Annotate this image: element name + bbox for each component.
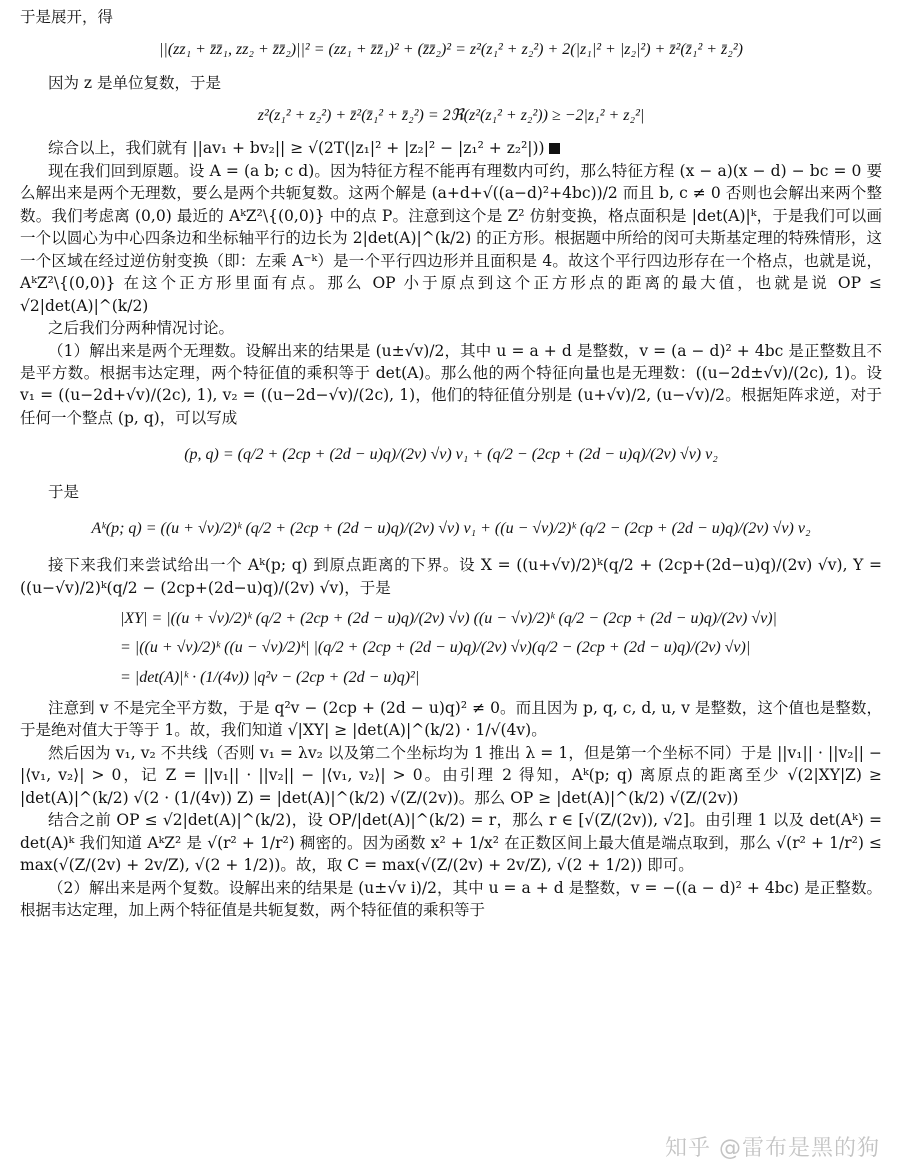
paragraph-conclusion [20, 137, 882, 159]
paragraph-not-square: 注意到 v 不是完全平方数，于是 q²v − (2cp + (2d − u)q)² ≠ 0。而且因为 p, q, c, d, u, v 是整数，这个值也是整数，于是绝对值大于等于 1。故，我们知道 √|XY| ≥ |det(A)|^(k/2) · 1/√(4v)。 [20, 698, 882, 740]
paragraph-return-to-problem: 现在我们回到原题。设 A = (a b; c d)。因为特征方程不能再有理数内可约，那么特征方程 (x − a)(x − d) − bc = 0 要么解出来是两个无理数，要么是两个共轭复数。这两个解是 (a+d+√((a−d)²+4bc))/2 而且 b, c ≠ 0 否则也会解出来两个整数。我们考虑离 (0,0) 最近的 AᵏZ²\{(0,0)} 中的点 P。注意到这个是 Z² 仿射变换，格点面积是 |det(A)|ᵏ，于是我们可以画一个以圆心为中心四条边和坐标轴平行的边长为 2|det(A)|^(k/2) 的正方形。根据题中所给的闵可夫斯基定理的特殊情形，这一个区域在经过逆仿射变换（即：左乘 A⁻ᵏ）是一个平行四边形并且面积是 4。故这个平行四边形存在一个格点，也就是说，AᵏZ²\{(0,0)} 在这个正方形里面有点。那么 OP 小于原点到这个正方形点的距离的最大值，也就是说 OP ≤ √2|det(A)|^(k/2) [20, 161, 882, 315]
paragraph-combine: 结合之前 OP ≤ √2|det(A)|^(k/2)，设 OP/|det(A)|^(k/2) = r，那么 r ∈ [√(Z/(2v)), √2]。由引理 1 以及 det(Aᵏ) = det(A)ᵏ 我们知道 AᵏZ² 是 √(r² + 1/r²) 稠密的。因为函数 x² + 1/x² 在正数区间上最大值是端点取到，那么 √(r² + 1/r²) ≤ max(√(Z/(2v) + 2v/Z), √(2 + 1/2))。故，取 C = max(√(Z/(2v) + 2v/Z), √(2 + 1/2)) 即可。 [20, 811, 882, 875]
align-line-2: = |((u + √v)/2)ᵏ ((u − √v)/2)ᵏ| |(q/2 + (2cp + (2d − u)q)/(2v) √v)(q/2 − (2cp + (2d − u)q)/(2v) √v)| [120, 639, 751, 657]
paragraph-not-collinear: 然后因为 v₁, v₂ 不共线（否则 v₁ = λv₂ 以及第二个坐标均为 1 推出 λ = 1，但是第一个坐标不同）于是 ||v₁|| · ||v₂|| − |⟨v₁, v₂⟩| > 0，记 Z = ||v₁|| · ||v₂|| − |⟨v₁, v₂⟩| > 0。由引理 2 得知，Aᵏ(p; q) 离原点的距离至少 √(2|XY|Z) ≥ |det(A)|^(k/2) √(2 · (1/(4v)) Z) = |det(A)|^(k/2) √(Z/(2v))。那么 OP ≥ |det(A)|^(k/2) √(Z/(2v)) [20, 743, 882, 807]
paragraph-unit-complex: 因为 z 是单位复数，于是 [48, 73, 222, 92]
align-line-1: |XY| = |((u + √v)/2)ᵏ (q/2 + (2cp + (2d − u)q)/(2v) √v) ((u − √v)/2)ᵏ (q/2 − (2cp + (2d − u)q)/(2v) √v)| [120, 610, 777, 628]
equation-ak-pq: Aᵏ(p; q) = ((u + √v)/2)ᵏ (q/2 + (2cp + (2d − u)q)/(2v) √v) v₁ + ((u − √v)/2)ᵏ (q/2 − (2cp + (2d − u)q)/(2v) √v) v₂ [91, 520, 811, 538]
paragraph-case-irrational: （1）解出来是两个无理数。设解出来的结果是 (u±√v)/2，其中 u = a + d 是整数，v = (a − d)² + 4bc 是正整数且不是平方数。根据韦达定理，两个特征值的乘积等于 det(A)。那么他的两个特征向量也是无理数：((u−2d±√v)/(2c), 1)。设 v₁ = ((u−2d+√v)/(2c), 1), v₂ = ((u−2d−√v)/(2c), 1)，他们的特征值分别是 (u+√v)/2, (u−√v)/2。根据矩阵求逆，对于任何一个整点 (p, q)，可以写成 [20, 341, 882, 427]
conclusion-text: 综合以上，我们就有 ||av₁ + bv₂|| ≥ √(2T(|z₁|² + |z₂|² − |z₁² + z₂²|)) [48, 139, 545, 158]
align-line-3: = |det(A)|ᵏ · (1/(4v)) |q²v − (2cp + (2d − u)q)²| [120, 668, 420, 686]
paragraph-therefore: 于是 [48, 482, 80, 501]
equation-norm-expansion: ||(zz₁ + z̄z̄₁, zz₂ + z̄z̄₂)||² = (zz₁ + z̄z̄₁)² + (z̄z̄₂)² = z²(z₁² + z₂²) + 2(|z₁|² + |z₂|²) + z̄²(z̄₁² + z̄₂²) [159, 41, 743, 59]
paragraph-case-complex: （2）解出来是两个复数。设解出来的结果是 (u±√v i)/2，其中 u = a + d 是整数，v = −((a − d)² + 4bc) 是正整数。根据韦达定理，加上两个特征值是共轭复数，两个特征值的乘积等于 [20, 878, 882, 919]
paragraph-two-cases: 之后我们分两种情况讨论。 [48, 319, 235, 338]
paragraph-expand: 于是展开，得 [20, 8, 114, 26]
paragraph-lower-bound: 接下来我们来尝试给出一个 Aᵏ(p; q) 到原点距离的下界。设 X = ((u+√v)/2)ᵏ(q/2 + (2cp+(2d−u)q)/(2v) √v), Y = ((u−√v)/2)ᵏ(q/2 − (2cp+(2d−u)q)/(2v) √v)，于是 [20, 556, 882, 597]
equation-lattice-decomposition: (p, q) = (q/2 + (2cp + (2d − u)q)/(2v) √v) v₁ + (q/2 − (2cp + (2d − u)q)/(2v) √v) v₂ [184, 446, 718, 464]
document-page [20, 6, 882, 921]
qed-square-icon [549, 143, 560, 154]
equation-real-part-bound: z²(z₁² + z₂²) + z̄²(z̄₁² + z̄₂²) = 2ℜ(z²(z₁² + z₂²)) ≥ −2|z₁² + z₂²| [257, 107, 645, 125]
zhihu-watermark: 知乎 @雷布是黑的狗 [665, 1136, 880, 1162]
aligned-equations-xy [120, 607, 882, 689]
